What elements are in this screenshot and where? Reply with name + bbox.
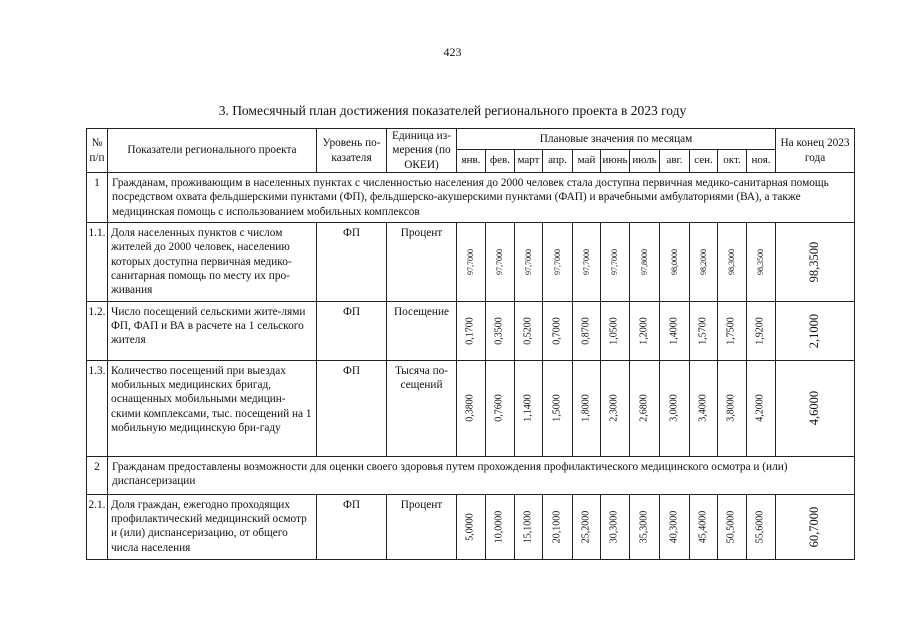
indicator-level: ФП: [317, 301, 387, 360]
month-value: 97,7000: [609, 248, 619, 275]
month-value: 1,9200: [754, 317, 766, 345]
month-value: 30,3000: [608, 510, 620, 544]
month-value-cell: [718, 494, 747, 559]
month-value-cell: [573, 301, 601, 360]
indicator-level: ФП: [317, 494, 387, 559]
header-year-end: На конец 2023 года: [776, 129, 855, 173]
month-value: 0,7600: [493, 394, 505, 423]
month-value-cell: [515, 360, 543, 456]
month-value: 50,5000: [725, 510, 737, 544]
month-value: 3,4000: [697, 394, 709, 423]
month-value: 2,6800: [638, 394, 650, 423]
section-row: [87, 456, 855, 494]
month-value-cell: [543, 223, 573, 302]
month-value-cell: [515, 301, 543, 360]
month-value: 97,7000: [465, 248, 475, 275]
indicator-level: ФП: [317, 223, 387, 302]
section-number: 1: [87, 173, 108, 223]
month-value-cell: [486, 223, 515, 302]
indicator-name: Количество посещений при выездах мобильных медицинских бригад, оснащенных мобильными медицин-скими комплексами, тыс. посещений на 1 мобильную медицинскую бри-гаду: [108, 360, 317, 456]
month-value-cell: [601, 223, 630, 302]
header-month: фев.: [486, 150, 515, 173]
row-number: 1.1.: [87, 223, 108, 302]
month-value: 97,7000: [523, 248, 533, 275]
month-value: 98,2000: [698, 248, 708, 275]
header-indicator: Показатели регионального проекта: [108, 129, 317, 173]
section-title: Гражданам предоставлены возможности для оценки своего здоровья путем прохождения профилактического медицинского осмотра и (или) диспансеризации: [108, 456, 855, 494]
row-number: 1.3.: [87, 360, 108, 456]
month-value: 97,7000: [552, 248, 562, 275]
indicator-row: [87, 494, 855, 559]
month-value: 1,2000: [638, 317, 650, 345]
month-value: 1,8000: [580, 394, 592, 423]
month-value: 0,3800: [464, 394, 476, 423]
month-value-cell: [690, 360, 718, 456]
header-month: июль: [630, 150, 660, 173]
month-value: 0,3500: [493, 317, 505, 345]
plan-table: [86, 128, 855, 560]
header-month: июнь: [601, 150, 630, 173]
month-value: 40,3000: [668, 510, 680, 544]
month-value-cell: [690, 301, 718, 360]
indicator-name: Число посещений сельскими жите-лями ФП, ФАП и ВА в расчете на 1 сельского жителя: [108, 301, 317, 360]
month-value-cell: [660, 301, 690, 360]
month-value-cell: [660, 494, 690, 559]
month-value: 20,1000: [551, 510, 563, 544]
month-value-cell: [457, 223, 486, 302]
header-month: май: [573, 150, 601, 173]
year-end-value: 98,3500: [807, 241, 822, 283]
month-value-cell: [543, 301, 573, 360]
month-value-cell: [543, 494, 573, 559]
document-title: 3. Помесячный план достижения показателей регионального проекта в 2023 году: [218, 103, 687, 118]
month-value-cell: [515, 223, 543, 302]
month-value-cell: [718, 223, 747, 302]
month-value: 2,3000: [608, 394, 620, 423]
month-value-cell: [660, 360, 690, 456]
month-value-cell: [747, 301, 776, 360]
indicator-row: [87, 360, 855, 456]
month-value-cell: [601, 360, 630, 456]
month-value-cell: [747, 494, 776, 559]
month-value-cell: [630, 360, 660, 456]
month-value-cell: [718, 301, 747, 360]
month-value: 1,5000: [551, 394, 563, 423]
month-value: 3,0000: [668, 394, 680, 423]
month-value-cell: [601, 494, 630, 559]
year-end-value: 4,6000: [807, 391, 822, 426]
month-value-cell: [660, 223, 690, 302]
row-number: 1.2.: [87, 301, 108, 360]
header-num: № п/п: [87, 129, 108, 173]
indicator-name: Доля населенных пунктов с числом жителей до 2000 человек, населению которых доступна первичная медико-санитарная помощь по месту их про-живания: [108, 223, 317, 302]
month-value-cell: [718, 360, 747, 456]
month-value-cell: [630, 494, 660, 559]
header-month: апр.: [543, 150, 573, 173]
month-value-cell: [747, 360, 776, 456]
month-value: 0,5200: [522, 317, 534, 345]
indicator-row: [87, 223, 855, 302]
header-month: авг.: [660, 150, 690, 173]
month-value-cell: [457, 360, 486, 456]
year-end-cell: [776, 360, 855, 456]
indicator-unit: Посещение: [387, 301, 457, 360]
month-value-cell: [457, 301, 486, 360]
month-value-cell: [601, 301, 630, 360]
header-planned-values: Плановые значения по месяцам: [457, 129, 776, 150]
year-end-cell: [776, 494, 855, 559]
indicator-row: [87, 301, 855, 360]
month-value: 10,0000: [493, 510, 505, 544]
month-value-cell: [486, 301, 515, 360]
month-value-cell: [573, 223, 601, 302]
month-value-cell: [486, 360, 515, 456]
indicator-name: Доля граждан, ежегодно проходящих профилактический медицинский осмотр и (или) диспансеризацию, от общего числа населения: [108, 494, 317, 559]
month-value: 1,1400: [522, 394, 534, 423]
month-value: 1,4000: [668, 317, 680, 345]
header-month: сен.: [690, 150, 718, 173]
indicator-level: ФП: [317, 360, 387, 456]
month-value-cell: [630, 301, 660, 360]
month-value: 0,7000: [551, 317, 563, 345]
month-value: 98,0000: [669, 248, 679, 275]
month-value-cell: [543, 360, 573, 456]
month-value: 1,7500: [725, 317, 737, 345]
year-end-value: 2,1000: [807, 313, 822, 348]
year-end-cell: [776, 301, 855, 360]
month-value-cell: [573, 494, 601, 559]
month-value: 1,0500: [608, 317, 620, 345]
month-value-cell: [486, 494, 515, 559]
month-value: 5,0000: [464, 513, 476, 541]
section-number: 2: [87, 456, 108, 494]
month-value: 98,3500: [755, 248, 765, 275]
header-month: ноя.: [747, 150, 776, 173]
header-level: Уровень по-казателя: [317, 129, 387, 173]
month-value: 1,5700: [697, 317, 709, 345]
month-value-cell: [515, 494, 543, 559]
month-value: 97,7000: [494, 248, 504, 275]
month-value: 97,7000: [581, 248, 591, 275]
month-value-cell: [690, 494, 718, 559]
month-value-cell: [573, 360, 601, 456]
month-value: 15,1000: [522, 510, 534, 544]
header-unit: Единица из-мерения (по ОКЕИ): [387, 129, 457, 173]
row-number: 2.1.: [87, 494, 108, 559]
month-value-cell: [690, 223, 718, 302]
year-end-value: 60,7000: [807, 506, 822, 548]
indicator-unit: Процент: [387, 223, 457, 302]
month-value: 3,8000: [725, 394, 737, 423]
month-value-cell: [457, 494, 486, 559]
section-row: [87, 173, 855, 223]
page-number: 423: [443, 45, 462, 59]
month-value: 97,8000: [639, 248, 649, 275]
month-value: 45,4000: [697, 510, 709, 544]
month-value-cell: [747, 223, 776, 302]
indicator-unit: Тысяча по-сещений: [387, 360, 457, 456]
month-value: 55,6000: [754, 510, 766, 544]
month-value: 4,2000: [754, 394, 766, 423]
month-value: 0,1700: [464, 317, 476, 345]
month-value-cell: [630, 223, 660, 302]
year-end-cell: [776, 223, 855, 302]
month-value: 25,2000: [580, 510, 592, 544]
header-month: март: [515, 150, 543, 173]
header-month: окт.: [718, 150, 747, 173]
header-month: янв.: [457, 150, 486, 173]
section-title: Гражданам, проживающим в населенных пунктах с численностью населения до 2000 человек стала доступна первичная медико-санитарная помощь посредством охвата фельдшерскими пунктами (ФП), фельдшерско-акушерскими пунктами (ФАП) и врачебными амбулаториями (ВА), а также медицинская помощь с использованием мобильных комплексов: [108, 173, 855, 223]
month-value: 0,8700: [580, 317, 592, 345]
month-value: 35,3000: [638, 510, 650, 544]
month-value: 98,3000: [726, 248, 736, 275]
indicator-unit: Процент: [387, 494, 457, 559]
